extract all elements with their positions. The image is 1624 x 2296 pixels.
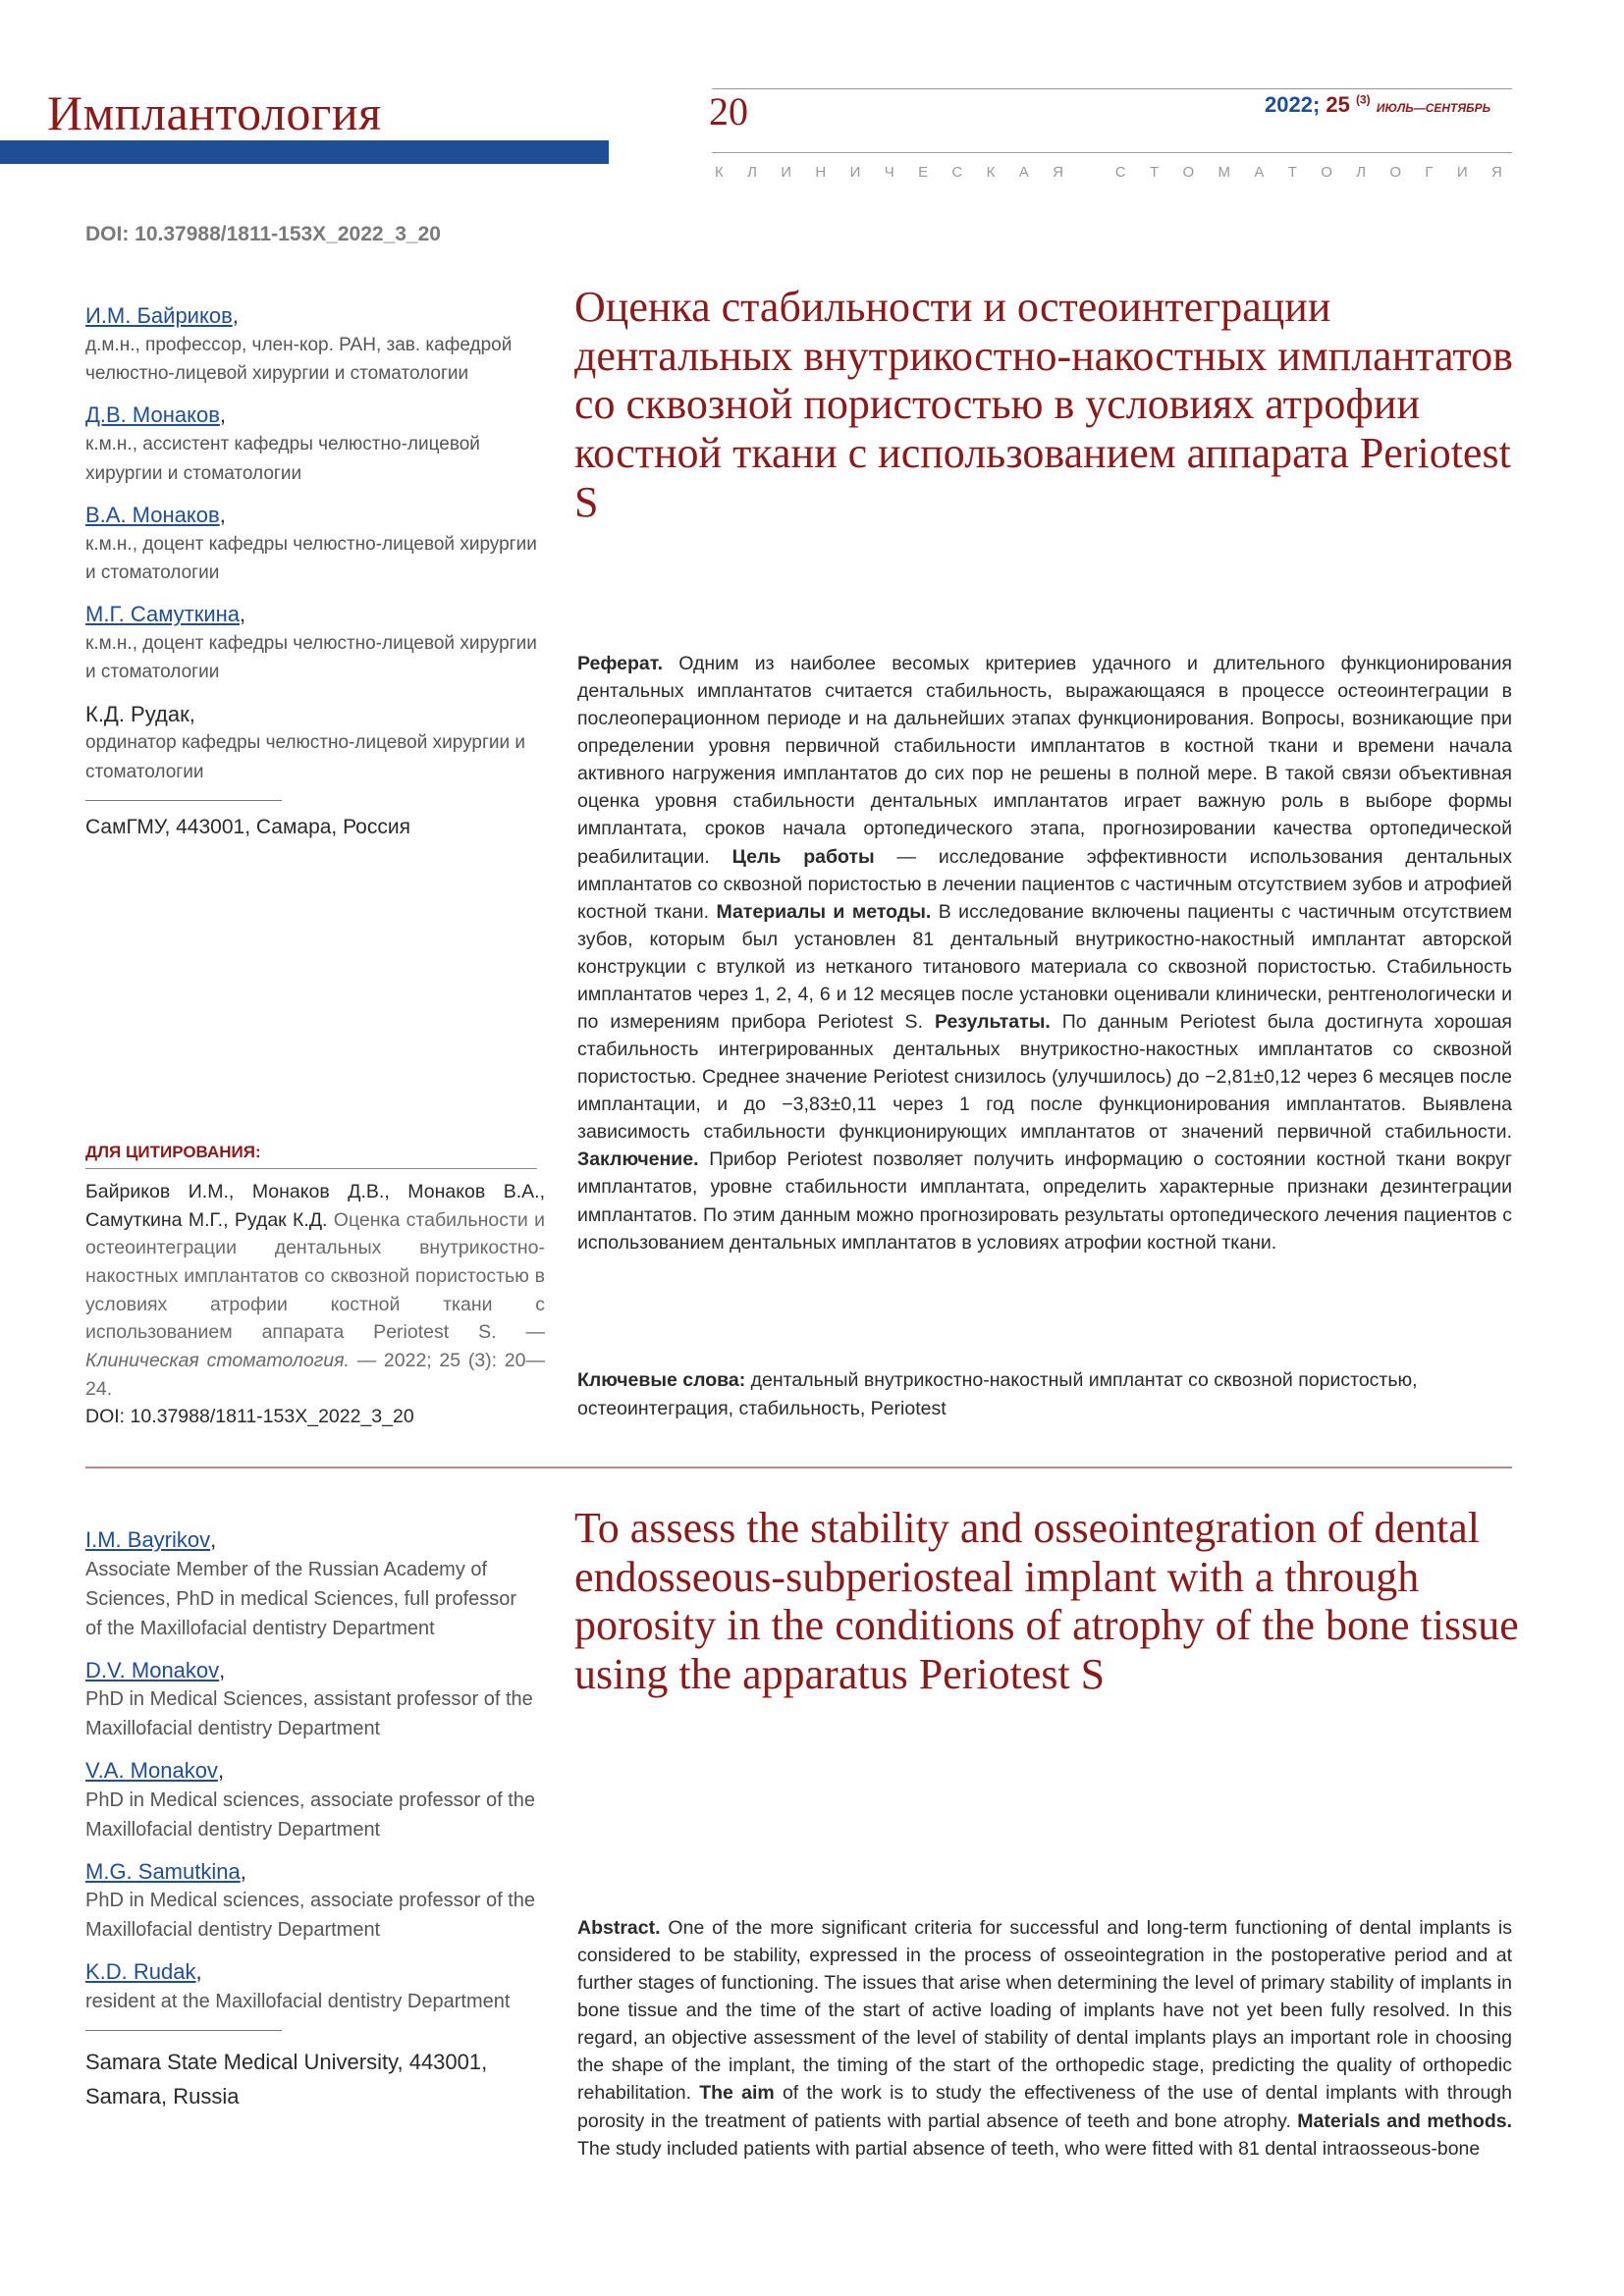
journal-letter: Я [1053, 164, 1073, 181]
journal-letter: Е [918, 164, 939, 181]
author-link[interactable]: М.Г. Самуткина [85, 602, 241, 627]
author-en-5: K.D. Rudak, resident at the Maxillofacial dentistry Department [85, 1958, 537, 2016]
abstract-en-text: One of the more significant criteria for successful and long-term functioning of dental implants is considered to be stability, expressed in the process of osseointegration in the postoperative period and at further stages of functioning. The issues that arise when determining the level of primary stability of implants in bone tissue and the time of the start of active loading of implants have not yet been fully resolved. In this regard, an objective assessment of the level of stability of dental implants plays an important role in choosing the shape of the implant, the timing of the start of the orthopedic stage, predicting the quality of orthopedic rehabilitation. [577, 1917, 1512, 2105]
journal-name [715, 164, 1512, 181]
journal-letter: С [951, 164, 973, 181]
citation-text [85, 1178, 545, 1431]
author-en-3: V.A. Monakov, PhD in Medical sciences, associate professor of the Maxillofacial dentistry Department [85, 1757, 537, 1844]
author-description: resident at the Maxillofacial dentistry Department [85, 1990, 511, 2012]
affiliation-en: Samara State Medical University, 443001, Samara, Russia [85, 2049, 488, 2109]
journal-letter: К [715, 164, 733, 181]
article-title-en: To assess the stability and osseointegration of dental endosseous-subperiosteal implant with a through porosity in the conditions of atrophy of the bone tissue using the apparatus Periotest S [574, 1504, 1519, 1699]
citation-title: Оценка стабильности и остеоинтеграции дентальных внутрикостно-накостных имплантатов со сквозной пористостью в условиях атрофии костной ткани с использованием аппарата Periotest S. — [85, 1208, 545, 1344]
results-label: Результаты. [934, 1011, 1051, 1034]
author-en-1: I.M. Bayrikov, Associate Member of the Russian Academy of Sciences, PhD in medical Sciences, full professor of the Maxillofacial dentistry Department [85, 1526, 537, 1643]
affiliation-ru: СамГМУ, 443001, Самара, Россия [85, 816, 410, 839]
author-description: ординатор кафедры челюстно-лицевой хирургии и стоматологии [85, 732, 526, 782]
journal-letter: Я [1491, 164, 1512, 181]
journal-letter: А [1018, 164, 1039, 181]
abstract-ru [577, 650, 1512, 1256]
citation-doi: DOI: 10.37988/1811-153X_2022_3_20 [85, 1406, 414, 1428]
methods-text: The study included patients with partial absence of teeth, who were fitted with 81 dental intraosseous-bone [577, 2137, 1481, 2160]
journal-letter: О [1321, 164, 1342, 181]
citation-label: ДЛЯ ЦИТИРОВАНИЯ: [85, 1143, 261, 1161]
author-description: к.м.н., доцент кафедры челюстно-лицевой хирургии и стоматологии [85, 633, 537, 683]
journal-letter: Л [1356, 164, 1377, 181]
aim-text: of the work is to study the effectiveness of the use of dental implants with through porosity in the treatment of patients with partial absence of teeth and bone atrophy. [577, 2082, 1512, 2132]
author-ru-3: В.А. Монаков, к.м.н., доцент кафедры челюстно-лицевой хирургии и стоматологии [85, 502, 537, 587]
language-divider [85, 1467, 1512, 1468]
journal-letter: И [1456, 164, 1478, 181]
citation-authors: Байриков И.М., Монаков Д.В., Монаков В.А., Самуткина М.Г., Рудак К.Д. [85, 1181, 545, 1231]
journal-letter: Т [1149, 164, 1169, 181]
journal-letter: Л [747, 164, 767, 181]
author-description: к.м.н., ассистент кафедры челюстно-лицевой хирургии и стоматологии [85, 434, 480, 484]
issue-year: 2022; [1265, 92, 1321, 117]
journal-letter: Ч [884, 164, 904, 181]
journal-letter: Н [815, 164, 837, 181]
section-title: Имплантология [47, 85, 382, 140]
journal-letter: С [1114, 164, 1136, 181]
authors-ru [85, 302, 537, 844]
abstract-en-label: Abstract. [577, 1917, 661, 1939]
methods-label: Материалы и методы. [716, 900, 932, 923]
author-ru-5: К.Д. Рудак, ординатор кафедры челюстно-лицевой хирургии и стоматологии [85, 701, 537, 786]
abstract-en [577, 1914, 1512, 2163]
author-ru-4: М.Г. Самуткина, к.м.н., доцент кафедры челюстно-лицевой хирургии и стоматологии [85, 601, 537, 686]
issue-info [1265, 92, 1490, 118]
methods-label: Materials and methods. [1297, 2109, 1512, 2132]
affiliation-rule [85, 2030, 282, 2031]
issue-number: (3) [1356, 92, 1371, 107]
author-link[interactable]: I.M. Bayrikov [85, 1527, 211, 1552]
author-description: Associate Member of the Russian Academy of Sciences, PhD in medical Sciences, full professor of the Maxillofacial dentistry Department [85, 1558, 517, 1639]
article-title-ru: Оценка стабильности и остеоинтеграции дентальных внутрикостно-накостных имплантатов со сквозной пористостью в условиях атрофии костной ткани с использованием аппарата Periotest S [574, 283, 1513, 526]
abstract-ru-text: Одним из наиболее весомых критериев удачного и длительного функционирования дентальных имплантатов считается стабильность, выражающаяся в процессе остеоинтеграции в послеоперационном периоде и на дальнейших этапах функционирования. Вопросы, возникающие при определении уровня первичной стабильности имплантатов в костной ткани и времени начала активного нагружения имплантатов до сих пор не решены в полной мере. В такой связи объективная оценка уровня стабильности дентальных имплантатов играет важную роль в выборе формы имплантата, сроков начала ортопедического этапа, прогнозировании качества ортопедической реабилитации. [577, 653, 1512, 868]
page-number: 20 [709, 89, 748, 133]
affiliation-rule [85, 800, 282, 801]
header-rule-bottom [712, 152, 1512, 153]
header-rule-top [712, 88, 1512, 89]
journal-letter: Т [1287, 164, 1307, 181]
conclusion-label: Заключение. [577, 1148, 699, 1171]
journal-letter: О [1182, 164, 1205, 181]
keywords-text: дентальный внутрикостно-накостный имплантат со сквозной пористостью, остеоинтеграция, стабильность, Periotest [577, 1369, 1418, 1420]
journal-letter: О [1389, 164, 1412, 181]
author-link[interactable]: V.A. Monakov [85, 1758, 218, 1784]
journal-letter: А [1254, 164, 1274, 181]
journal-letter: И [781, 164, 802, 181]
author-description: PhD in Medical sciences, associate professor of the Maxillofacial dentistry Department [85, 1890, 535, 1942]
journal-letter: К [986, 164, 1005, 181]
journal-letter [1087, 164, 1101, 181]
aim-text: — исследование эффективности использования дентальных имплантатов со сквозной пористостью в лечении пациентов с частичным отсутствием зубов и атрофией костной ткани. [577, 845, 1512, 923]
authors-en [85, 1526, 537, 2113]
citation-journal: Клиническая стоматология. [85, 1349, 350, 1371]
author-description: д.м.н., профессор, член-кор. РАН, зав. кафедрой челюстно-лицевой хирургии и стоматологии [85, 334, 513, 385]
abstract-ru-label: Реферат. [577, 653, 664, 674]
author-en-4: M.G. Samutkina, PhD in Medical sciences, associate professor of the Maxillofacial dentistry Department [85, 1858, 537, 1946]
author-link[interactable]: M.G. Samutkina [85, 1858, 241, 1884]
issue-volume: 25 [1326, 92, 1350, 117]
author-link[interactable]: И.М. Байриков [85, 303, 233, 328]
keywords-label: Ключевые слова: [577, 1369, 746, 1391]
author-description: PhD in Medical Sciences, assistant professor of the Maxillofacial dentistry Department [85, 1688, 533, 1740]
results-text: По данным Periotest была достигнута хорошая стабильность интегрированных дентальных внутрикостно-накостных имплантатов со сквозной пористостью. Среднее значение Periotest снизилось (улучшилось) до −2,81±0,12 через 6 месяцев после имплантации, и до −3,83±0,11 через 1 год после функционирования имплантатов. Выявлена зависимость стабильности функционирующих имплантатов от значений первичной стабильности. [577, 1011, 1512, 1144]
author-ru-1: И.М. Байриков, д.м.н., профессор, член-кор. РАН, зав. кафедрой челюстно-лицевой хирургии и стоматологии [85, 302, 537, 388]
author-description: PhD in Medical sciences, associate professor of the Maxillofacial dentistry Department [85, 1789, 535, 1841]
author-link[interactable]: Д.В. Монаков [85, 402, 220, 428]
citation-pages: — 2022; 25 (3): 20—24. [85, 1349, 545, 1400]
journal-letter: Г [1425, 164, 1443, 181]
author-link[interactable]: В.А. Монаков [85, 502, 220, 527]
author-description: к.м.н., доцент кафедры челюстно-лицевой хирургии и стоматологии [85, 533, 537, 583]
aim-label: Цель работы [731, 845, 875, 868]
author-link[interactable]: K.D. Rudak [85, 1959, 196, 1985]
section-color-bar [0, 140, 609, 164]
author-en-2: D.V. Monakov, PhD in Medical Sciences, assistant professor of the Maxillofacial dentistry Department [85, 1657, 537, 1744]
author-ru-2: Д.В. Монаков, к.м.н., ассистент кафедры челюстно-лицевой хирургии и стоматологии [85, 401, 537, 487]
doi: DOI: 10.37988/1811-153X_2022_3_20 [85, 223, 441, 245]
citation-rule [85, 1168, 537, 1169]
author-link[interactable]: D.V. Monakov [85, 1657, 220, 1682]
journal-letter: И [849, 164, 871, 181]
issue-months: ИЮЛЬ—СЕНТЯБРЬ [1376, 101, 1491, 115]
aim-label: The aim [699, 2082, 775, 2105]
author-name: К.Д. Рудак [85, 701, 189, 726]
journal-letter: М [1218, 164, 1240, 181]
methods-text: В исследование включены пациенты с частичным отсутствием зубов, которым был установлен 81 дентальный внутрикостно-накостный имплантат авторской конструкции с втулкой из нетканого титанового материала со сквозной пористостью. Стабильность имплантатов через 1, 2, 4, 6 и 12 месяцев после установки оценивали клинически, рентгенологически и по измерениям прибора Periotest S. [577, 900, 1512, 1034]
conclusion-text: Прибор Periotest позволяет получить информацию о состоянии костной ткани вокруг имплантатов, уровне стабильности имплантата, определить характерные признаки дезинтеграции имплантатов. По этим данным можно прогнозировать результаты ортопедического лечения пациентов с использованием дентальных имплантатов в условиях атрофии костной ткани. [577, 1148, 1512, 1254]
keywords-ru [577, 1366, 1512, 1424]
